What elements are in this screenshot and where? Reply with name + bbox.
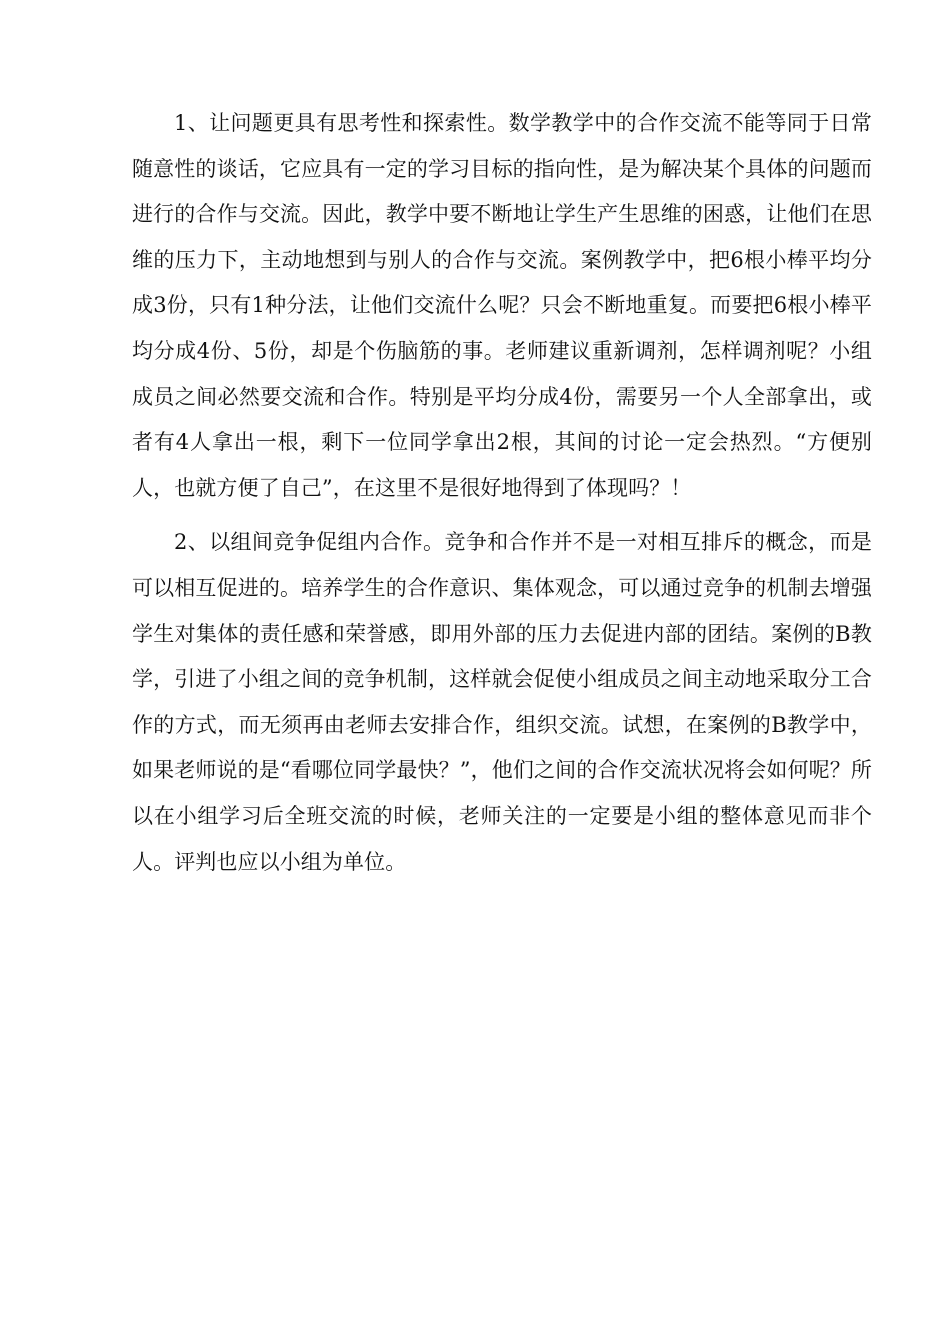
paragraph-1: 1、让问题更具有思考性和探索性。数学教学中的合作交流不能等同于日常随意性的谈话，它应具有一定的学习目标的指向性，是为解决某个具体的问题而进行的合作与交流。因此，教学中要不断地让学生产生思维的困惑，让他们在思维的压力下，主动地想到与别人的合作与交流。案例教学中，把6根小棒平均分成3份，只有1种分法，让他们交流什么呢？只会不断地重复。而要把6根小棒平均分成4份、5份，却是个伤脑筋的事。老师建议重新调剂，怎样调剂呢？小组成员之间必然要交流和合作。特别是平均分成4份，需要另一个人全部拿出，或者有4人拿出一根，剩下一位同学拿出2根，其间的讨论一定会热烈。“方便别人，也就方便了自己”，在这里不是很好地得到了体现吗？！ [132, 111, 872, 500]
document-page [132, 101, 872, 885]
paragraph-2: 2、以组间竞争促组内合作。竞争和合作并不是一对相互排斥的概念，而是可以相互促进的。培养学生的合作意识、集体观念，可以通过竞争的机制去增强学生对集体的责任感和荣誉感，即用外部的压力去促进内部的团结。案例的B教学，引进了小组之间的竞争机制，这样就会促使小组成员之间主动地采取分工合作的方式，而无须再由老师去安排合作，组织交流。试想，在案例的B教学中，如果老师说的是“看哪位同学最快？”，他们之间的合作交流状况将会如何呢？所以在小组学习后全班交流的时候，老师关注的一定要是小组的整体意见而非个人。评判也应以小组为单位。 [132, 530, 872, 874]
